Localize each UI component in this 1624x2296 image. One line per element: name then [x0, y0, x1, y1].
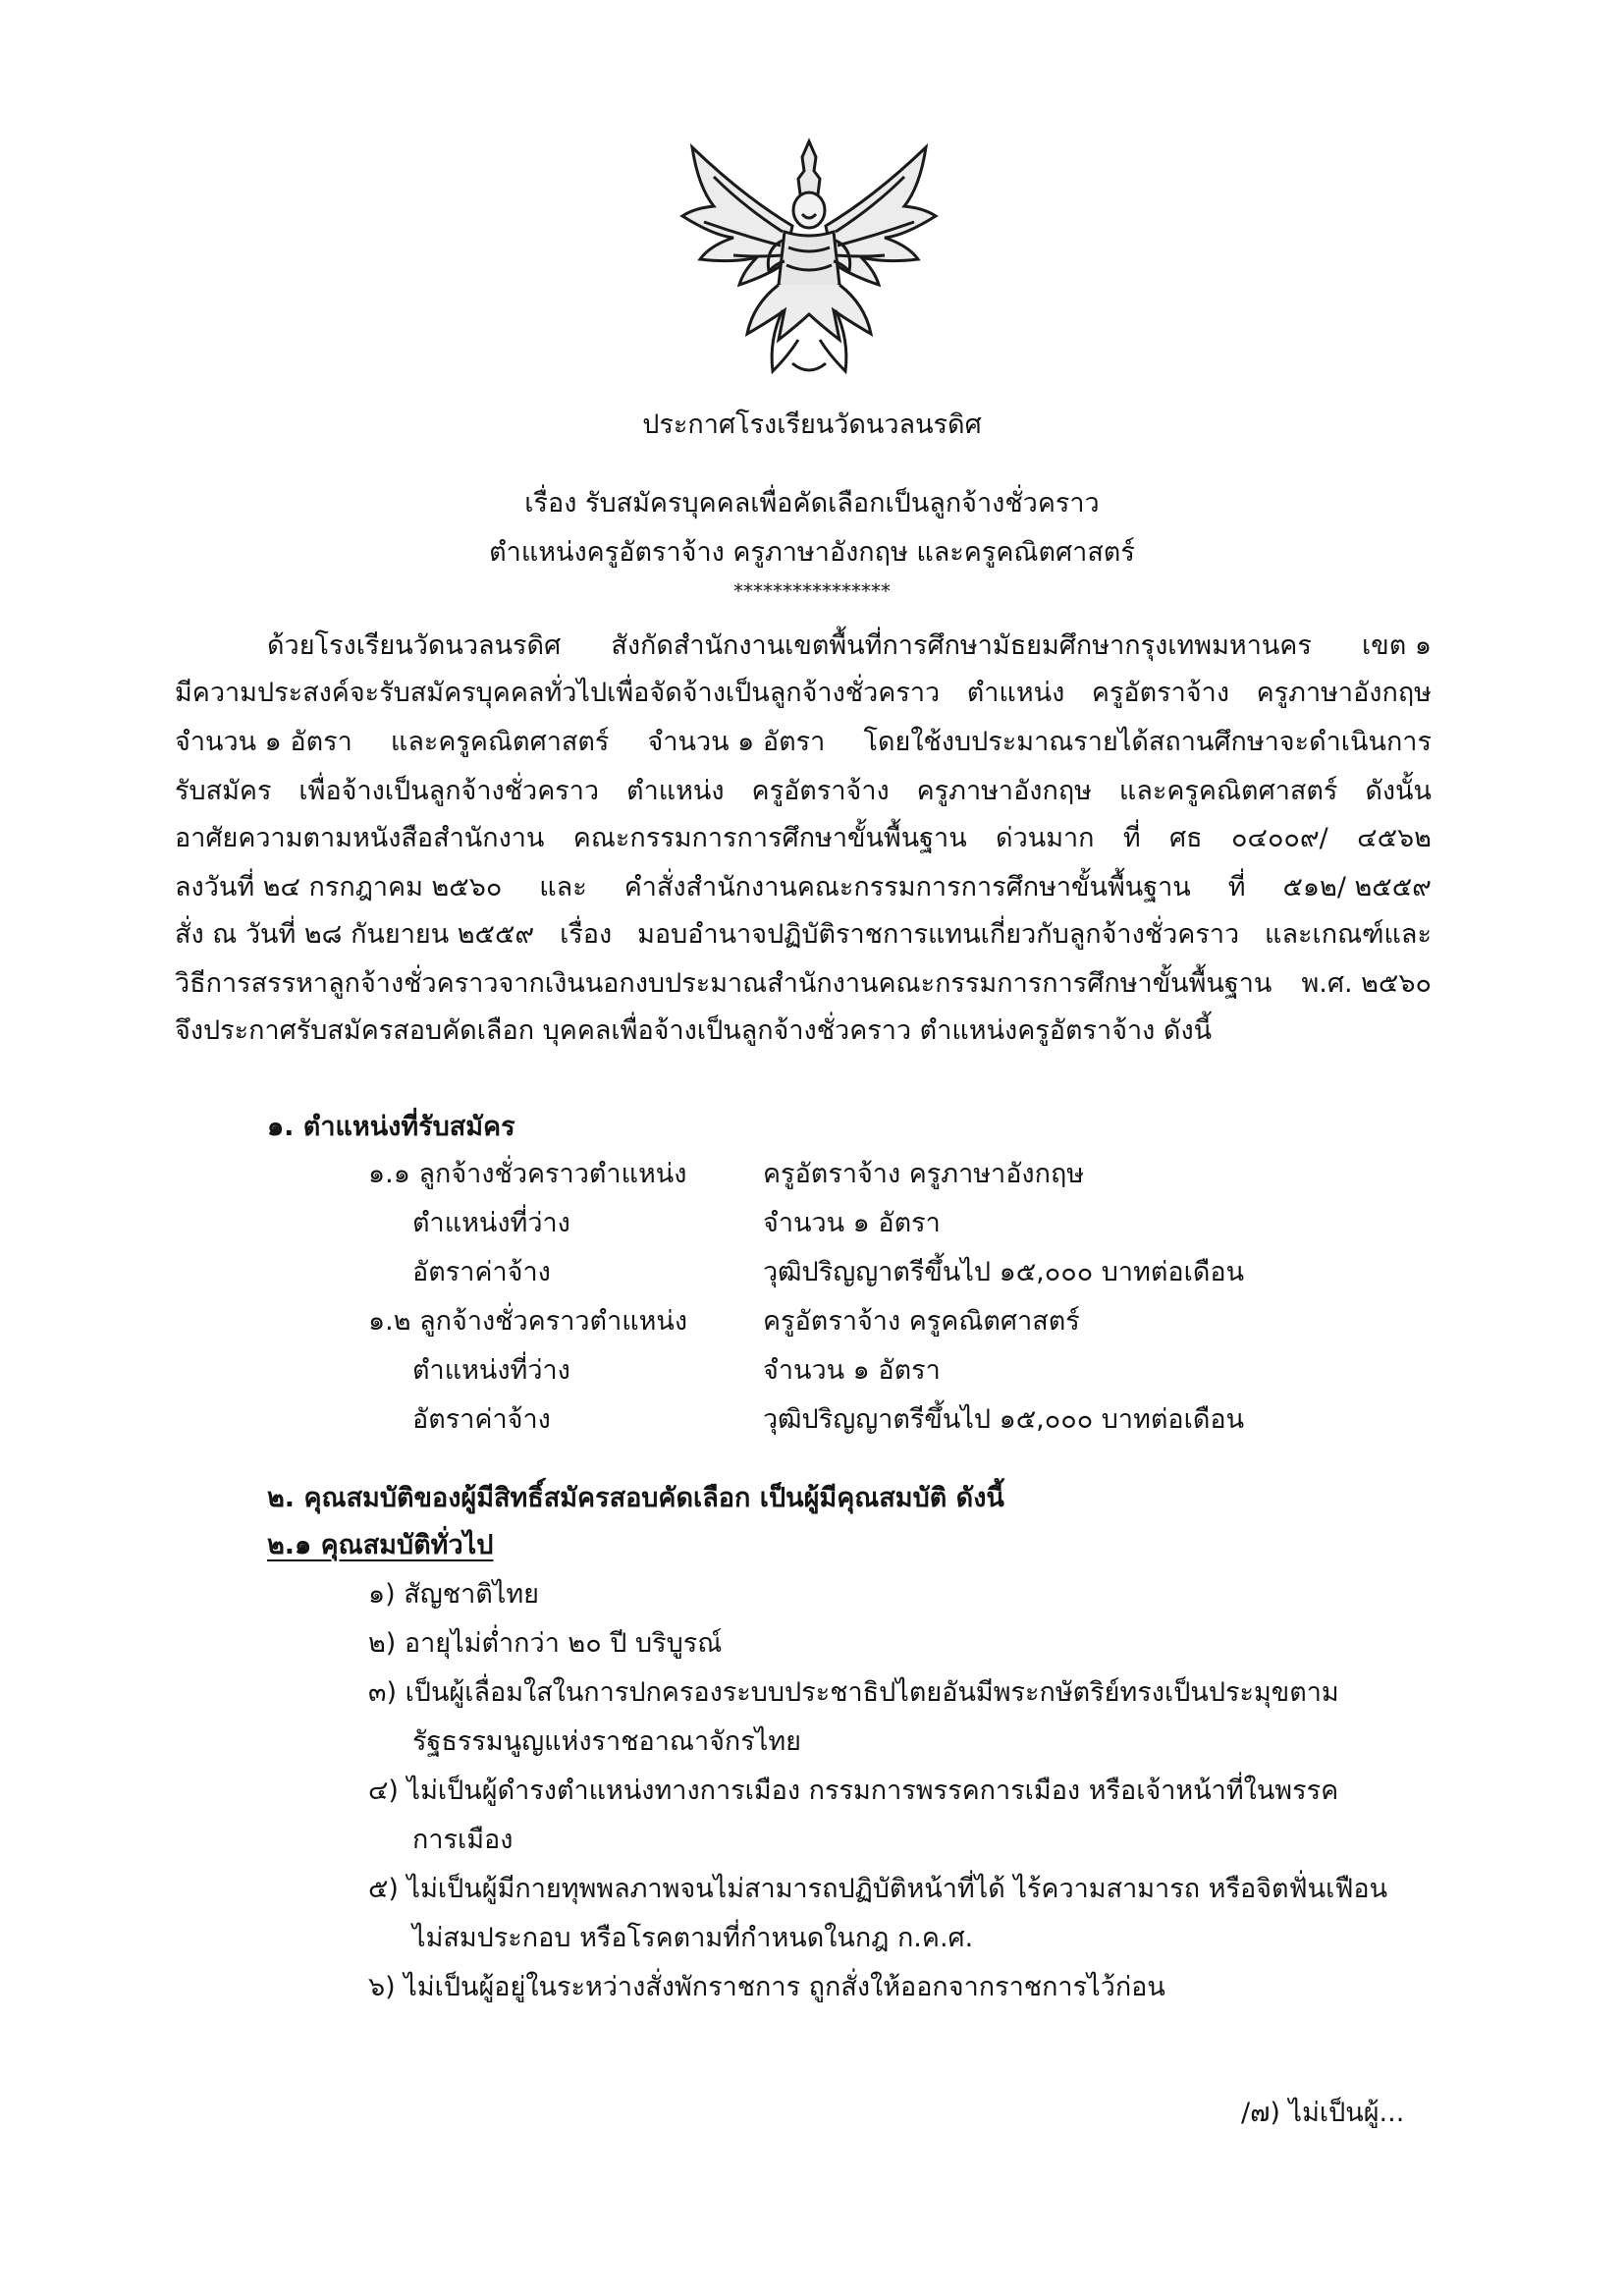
position1-rate-value: วุฒิปริญญาตรีขึ้นไป ๑๕,๐๐๐ บาทต่อเดือน — [763, 1257, 1245, 1287]
qualification-item-6: ๖) ไม่เป็นผู้อยู่ในระหว่างสั่งพักราชการ ถูกสั่งให้ออกจากราชการไว้ก่อน — [368, 1972, 1165, 2002]
subject-line-1: เรื่อง รับสมัครบุคคลเพื่อคัดเลือกเป็นลูกจ้างชั่วคราว — [524, 488, 1100, 519]
position1-label: ๑.๑ ลูกจ้างชั่วคราวตำแหน่ง — [368, 1159, 687, 1189]
section2-subheading: ๒.๑ คุณสมบัติทั่วไป — [267, 1530, 494, 1560]
position2-rate-label: อัตราค่าจ้าง — [412, 1404, 551, 1435]
section1-heading: ๑. ตำแหน่งที่รับสมัคร — [267, 1112, 515, 1142]
intro-line-5: อาศัยความตามหนังสือสำนักงาน คณะกรรมการการศึกษาขั้นพื้นฐาน ด่วนมาก ที่ ศธ ๐๔๐๐๙/ ๔๕๖๒ — [175, 823, 1432, 853]
qualification-item-1: ๑) สัญชาติไทย — [368, 1579, 539, 1610]
garuda-emblem — [675, 137, 945, 378]
intro-line-2: มีความประสงค์จะรับสมัครบุคคลทั่วไปเพื่อจัดจ้างเป็นลูกจ้างชั่วคราว ตำแหน่ง ครูอัตราจ้าง ครูภาษาอังกฤษ — [175, 678, 1432, 708]
position2-label: ๑.๒ ลูกจ้างชั่วคราวตำแหน่ง — [368, 1306, 688, 1337]
intro-line-9: จึงประกาศรับสมัครสอบคัดเลือก บุคคลเพื่อจ้างเป็นลูกจ้างชั่วคราว ตำแหน่งครูอัตราจ้าง ดังนี้ — [175, 1015, 1213, 1046]
intro-line-7: สั่ง ณ วันที่ ๒๘ กันยายน ๒๕๕๙ เรื่อง มอบอำนาจปฏิบัติราชการแทนเกี่ยวกับลูกจ้างชั่วคราว และเกณฑ์และ — [175, 919, 1432, 950]
document-title: ประกาศโรงเรียนวัดนวลนรดิศ — [642, 410, 982, 440]
qualification-item-3-cont: รัฐธรรมนูญแห่งราชอาณาจักรไทย — [412, 1726, 801, 1757]
qualification-item-2: ๒) อายุไม่ต่ำกว่า ๒๐ ปี บริบูรณ์ — [368, 1628, 723, 1659]
qualification-item-5-cont: ไม่สมประกอบ หรือโรคตามที่กำหนดในกฎ ก.ค.ศ. — [412, 1923, 974, 1953]
position2-rate-value: วุฒิปริญญาตรีขึ้นไป ๑๕,๐๐๐ บาทต่อเดือน — [763, 1404, 1245, 1435]
qualification-item-5: ๕) ไม่เป็นผู้มีกายทุพพลภาพจนไม่สามารถปฏิบัติหน้าที่ได้ ไร้ความสามารถ หรือจิตฟั่นเฟือน — [368, 1874, 1388, 1904]
intro-line-8: วิธีการสรรหาลูกจ้างชั่วคราวจากเงินนอกงบประมาณสำนักงานคณะกรรมการการศึกษาขั้นพื้นฐาน พ.ศ. ๒๕๖๐ — [175, 968, 1432, 999]
position1-vacant-label: ตำแหน่งที่ว่าง — [412, 1208, 570, 1238]
qualification-item-4-cont: การเมือง — [412, 1825, 514, 1855]
subject-line-2: ตำแหน่งครูอัตราจ้าง ครูภาษาอังกฤษ และครูคณิตศาสตร์ — [489, 537, 1135, 568]
qualification-item-4: ๔) ไม่เป็นผู้ดำรงตำแหน่งทางการเมือง กรรมการพรรคการเมือง หรือเจ้าหน้าที่ในพรรค — [368, 1776, 1339, 1806]
position2-vacant-label: ตำแหน่งที่ว่าง — [412, 1355, 570, 1386]
intro-line-4: รับสมัคร เพื่อจ้างเป็นลูกจ้างชั่วคราว ตำแหน่ง ครูอัตราจ้าง ครูภาษาอังกฤษ และครูคณิตศาสตร์ ดังนั้น — [175, 776, 1432, 806]
position2-value: ครูอัตราจ้าง ครูคณิตศาสตร์ — [763, 1306, 1080, 1337]
position1-value: ครูอัตราจ้าง ครูภาษาอังกฤษ — [763, 1159, 1085, 1189]
qualification-item-3: ๓) เป็นผู้เลื่อมใสในการปกครองระบบประชาธิปไตยอันมีพระกษัตริย์ทรงเป็นประมุขตาม — [368, 1677, 1339, 1708]
position2-vacant-value: จำนวน ๑ อัตรา — [763, 1355, 941, 1386]
position1-vacant-value: จำนวน ๑ อัตรา — [763, 1208, 941, 1238]
stars-separator: **************** — [733, 579, 891, 603]
position1-rate-label: อัตราค่าจ้าง — [412, 1257, 551, 1287]
intro-line-6: ลงวันที่ ๒๔ กรกฎาคม ๒๕๖๐ และ คำสั่งสำนักงานคณะกรรมการการศึกษาขั้นพื้นฐาน ที่ ๕๑๒/ ๒๕๕๙ — [175, 872, 1432, 902]
intro-line-3: จำนวน ๑ อัตรา และครูคณิตศาสตร์ จำนวน ๑ อัตรา โดยใช้งบประมาณรายได้สถานศึกษาจะดำเนินการ — [175, 727, 1432, 757]
section2-heading: ๒. คุณสมบัติของผู้มีสิทธิ์สมัครสอบคัดเลือก เป็นผู้มีคุณสมบัติ ดังนี้ — [267, 1483, 1004, 1513]
intro-line-1: ด้วยโรงเรียนวัดนวลนรดิศ สังกัดสำนักงานเขตพื้นที่การศึกษามัธยมศึกษากรุงเทพมหานคร เขต ๑ — [267, 630, 1432, 661]
page-continuation: /๗) ไม่เป็นผู้... — [1241, 2098, 1405, 2128]
